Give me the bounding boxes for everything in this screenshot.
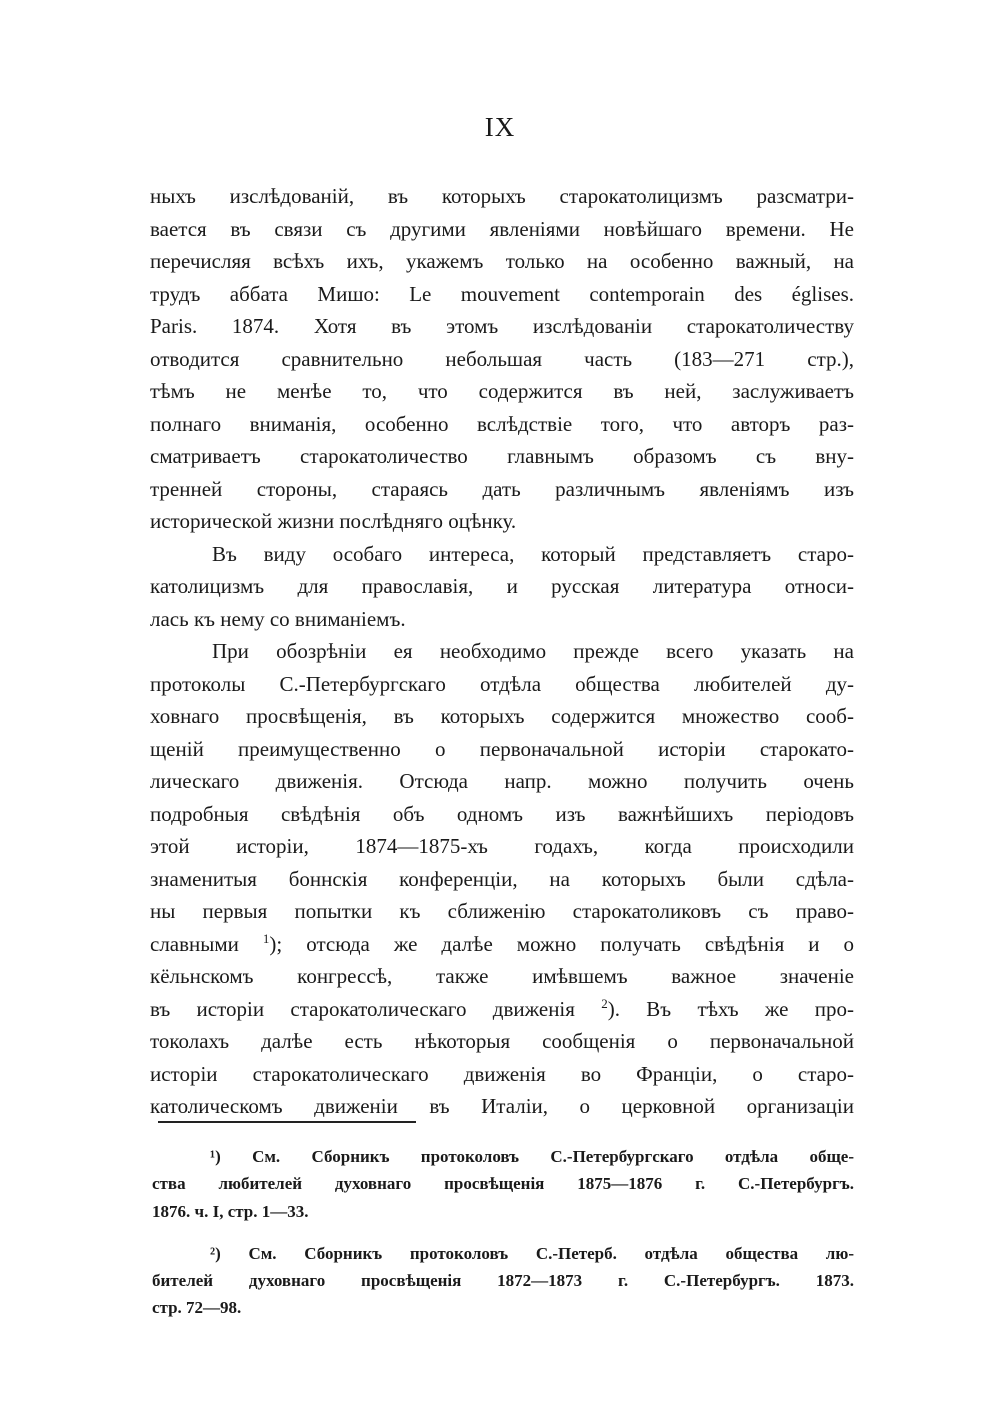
text-line: Paris. 1874. Хотя въ этомъ изслѣдованіи старокатоличеству bbox=[150, 314, 854, 338]
footnote-ref-2: 2 bbox=[601, 995, 608, 1011]
text-line: лическаго движенія. Отсюда напр. можно получить очень bbox=[150, 769, 854, 793]
text-line: ховнаго просвѣщенія, въ которыхъ содержится множество сооб- bbox=[150, 704, 854, 728]
text-line: тренней стороны, стараясь дать различнымъ явленіямъ изъ bbox=[150, 476, 854, 501]
text-line: этой исторіи, 1874—1875-хъ годахъ, когда происходили bbox=[150, 834, 854, 858]
footnote-2-line: бителей духовнаго просвѣщенія 1872—1873 г. С.-Петербургъ. 1873. bbox=[152, 1271, 854, 1291]
footnote-mark: ¹) bbox=[210, 1147, 221, 1166]
text-segment: славными bbox=[150, 931, 239, 956]
footnote-1-line bbox=[152, 1143, 854, 1170]
text-line: трудъ аббата Мишо: Le mouvement contemporain des églises. bbox=[150, 281, 854, 306]
text-line: полнаго вниманія, особенно вслѣдствіе того, что авторъ раз- bbox=[150, 411, 854, 436]
text-line: ны первыя попытки къ сближенію старокатоликовъ съ право- bbox=[150, 899, 854, 923]
text-line: отводится сравнительно небольшая часть (183—271 стр.), bbox=[150, 346, 854, 371]
footnote-text: См. Сборникъ протоколовъ С.-Петерб. отдѣла общества лю- bbox=[248, 1243, 854, 1263]
paragraph-start-line: Въ виду особаго интереса, который представляетъ старо- bbox=[212, 541, 854, 566]
footnote-1-line: ства любителей духовнаго просвѣщенія 1875—1876 г. С.-Петербургъ. bbox=[152, 1174, 854, 1194]
text-line-with-footnote-ref bbox=[150, 928, 854, 961]
footnote-gap bbox=[152, 1225, 854, 1240]
footnote-text: См. Сборникъ протоколовъ С.-Петербургскаго отдѣла обще- bbox=[252, 1147, 855, 1166]
page-number: IX bbox=[484, 112, 516, 142]
footnote-mark: ²) bbox=[210, 1243, 221, 1263]
text-line: подробныя свѣдѣнія объ одномъ изъ важнѣйшихъ періодовъ bbox=[150, 801, 854, 826]
text-line: исторіи старокатолическаго движенія во Франціи, о старо- bbox=[150, 1061, 854, 1086]
text-segment: ). Въ тѣхъ же про- bbox=[607, 996, 854, 1021]
footnote-1-line: 1876. ч. I, стр. 1—33. bbox=[152, 1201, 309, 1221]
text-line-with-footnote-ref bbox=[150, 993, 854, 1026]
text-line: тѣмъ не менѣе то, что содержится въ ней, заслуживаетъ bbox=[150, 379, 854, 403]
text-line: католицизмъ для православія, и русская литература относи- bbox=[150, 574, 854, 598]
text-segment: въ исторіи старокатолическаго движенія bbox=[150, 996, 575, 1021]
footnotes bbox=[152, 1143, 854, 1322]
footnote-2-line bbox=[152, 1240, 854, 1267]
text-line: вается въ связи съ другими явленіями новѣйшаго времени. Не bbox=[150, 216, 854, 241]
footnote-ref-1: 1 bbox=[262, 930, 270, 946]
text-line: знаменитыя боннскія конференціи, на которыхъ были сдѣла- bbox=[150, 866, 854, 891]
text-line: кёльнскомъ конгрессѣ, также имѣвшемъ важное значеніе bbox=[150, 964, 854, 988]
text-line: католическомъ движеніи въ Италіи, о церковной организаціи bbox=[150, 1094, 854, 1118]
text-segment: ); отсюда же далѣе можно получать свѣдѣнія и о bbox=[269, 931, 855, 956]
text-line: перечисляя всѣхъ ихъ, укажемъ только на особенно важный, на bbox=[150, 249, 854, 273]
body-text bbox=[150, 180, 854, 1123]
text-line: исторической жизни послѣдняго оцѣнку. bbox=[150, 509, 517, 533]
footnote-2-line: стр. 72—98. bbox=[152, 1298, 242, 1318]
text-line: щеній преимущественно о первоначальной исторіи старокато- bbox=[150, 736, 854, 761]
text-line: протоколы С.-Петербургскаго отдѣла общества любителей ду- bbox=[150, 671, 854, 696]
text-line: лась къ нему со вниманіемъ. bbox=[150, 606, 406, 631]
paragraph-start-line: При обозрѣніи ея необходимо прежде всего указать на bbox=[212, 639, 854, 663]
text-line: токолахъ далѣе есть нѣкоторыя сообщенія о первоначальной bbox=[150, 1029, 854, 1053]
footnote-separator bbox=[158, 1121, 416, 1123]
text-line: ныхъ изслѣдованій, въ которыхъ старокатолицизмъ разсматри- bbox=[150, 184, 854, 208]
text-line: сматриваетъ старокатоличество главнымъ образомъ съ вну- bbox=[150, 444, 854, 468]
